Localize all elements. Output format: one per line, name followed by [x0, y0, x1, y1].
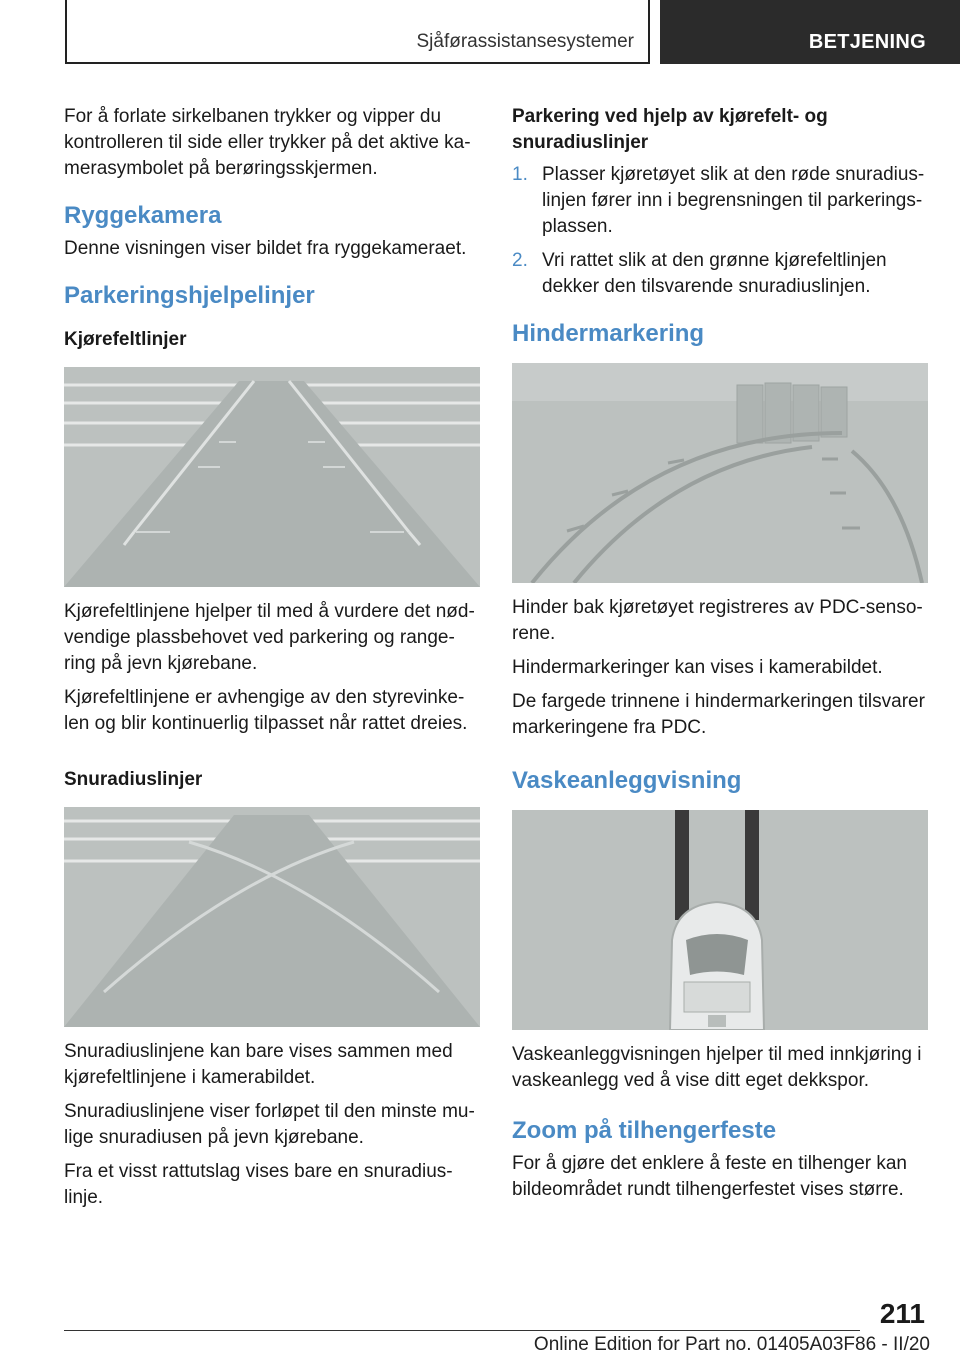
heading-vaskeanlegg: Vaskeanleggvisning	[512, 767, 742, 794]
section-title: Sjåførassistansesystemer	[65, 0, 650, 64]
paragraph-snu-1: Snuradiuslinjene kan bare vises sammen med kjørefeltlinjene i kamerabildet.	[64, 1041, 453, 1088]
car-wash-illustration	[512, 810, 928, 1030]
paragraph-kjore-2: Kjørefeltlinjene er avhengige av den styrevinke-len og blir kontinuerlig tilpasset når rattet dreies.	[64, 687, 468, 734]
heading-hindermarkering: Hindermarkering	[512, 320, 705, 347]
heading-parkering-linjer: Parkering ved hjelp av kjørefelt- og snuradiuslinjer	[512, 106, 828, 153]
step-text: Plasser kjøretøyet slik at den røde snuradius-linjen fører inn i begrensningen til parkerings-plassen.	[542, 164, 925, 237]
parking-steps-list	[512, 162, 928, 300]
step-text: Vri rattet slik at den grønne kjørefeltlinjen dekker den tilsvarende snuradiuslinjen.	[542, 250, 887, 297]
heading-parkeringshjelpelinjer: Parkeringshjelpelinjer	[64, 282, 315, 309]
page-header	[0, 0, 960, 66]
paragraph-snu-2: Snuradiuslinjene viser forløpet til den minste mu-lige snuradiusen på jevn kjørebane.	[64, 1101, 475, 1148]
footer-edition	[330, 1334, 930, 1356]
heading-zoom: Zoom på tilhengerfeste	[512, 1117, 777, 1144]
paragraph-hinder-1: Hinder bak kjøretøyet registreres av PDC-senso-rene.	[512, 597, 923, 644]
chapter-tab: BETJENING	[660, 0, 960, 64]
paragraph-zoom: For å gjøre det enklere å feste en tilhenger kan bildeområdet rundt tilhengerfestet vises større.	[512, 1153, 908, 1200]
paragraph-hinder-3: De fargede trinnene i hindermarkeringen tilsvarer markeringene fra PDC.	[512, 691, 925, 738]
list-item	[512, 248, 928, 300]
left-column	[64, 104, 480, 1219]
obstacle-marking-illustration	[512, 363, 928, 583]
paragraph-kjore-1: Kjørefeltlinjene hjelper til med å vurdere det nød-vendige plassbehovet ved parkering og range-ring på jevn kjørebane.	[64, 601, 475, 674]
footer-divider	[64, 1330, 860, 1331]
paragraph-snu-3: Fra et visst rattutslag vises bare en snuradius-linje.	[64, 1161, 453, 1208]
page-number: 211	[879, 1298, 925, 1329]
lane-lines-illustration	[64, 367, 480, 587]
heading-snuradiuslinjer: Snuradiuslinjer	[64, 769, 203, 790]
step-number: 1.	[512, 164, 528, 185]
heading-kjorefeltlinjer: Kjørefeltlinjer	[64, 329, 187, 350]
list-item	[512, 162, 928, 240]
paragraph-vask: Vaskeanleggvisningen hjelper til med innkjøring i vaskeanlegg ved å vise ditt eget dekkspor.	[512, 1044, 922, 1091]
step-number: 2.	[512, 250, 528, 271]
paragraph-hinder-2: Hindermarkeringer kan vises i kamerabildet.	[512, 657, 883, 678]
right-column	[512, 104, 928, 1211]
paragraph-ryggekamera: Denne visningen viser bildet fra ryggekameraet.	[64, 238, 467, 259]
turning-radius-illustration	[64, 807, 480, 1027]
intro-paragraph: For å forlate sirkelbanen trykker og vipper du kontrolleren til side eller trykker på det aktive ka-merasymbolet på berøringsskjermen.	[64, 106, 471, 179]
edition-text: Online Edition for Part no. 01405A03F86 - II/20	[533, 1334, 930, 1355]
heading-ryggekamera: Ryggekamera	[64, 202, 222, 229]
